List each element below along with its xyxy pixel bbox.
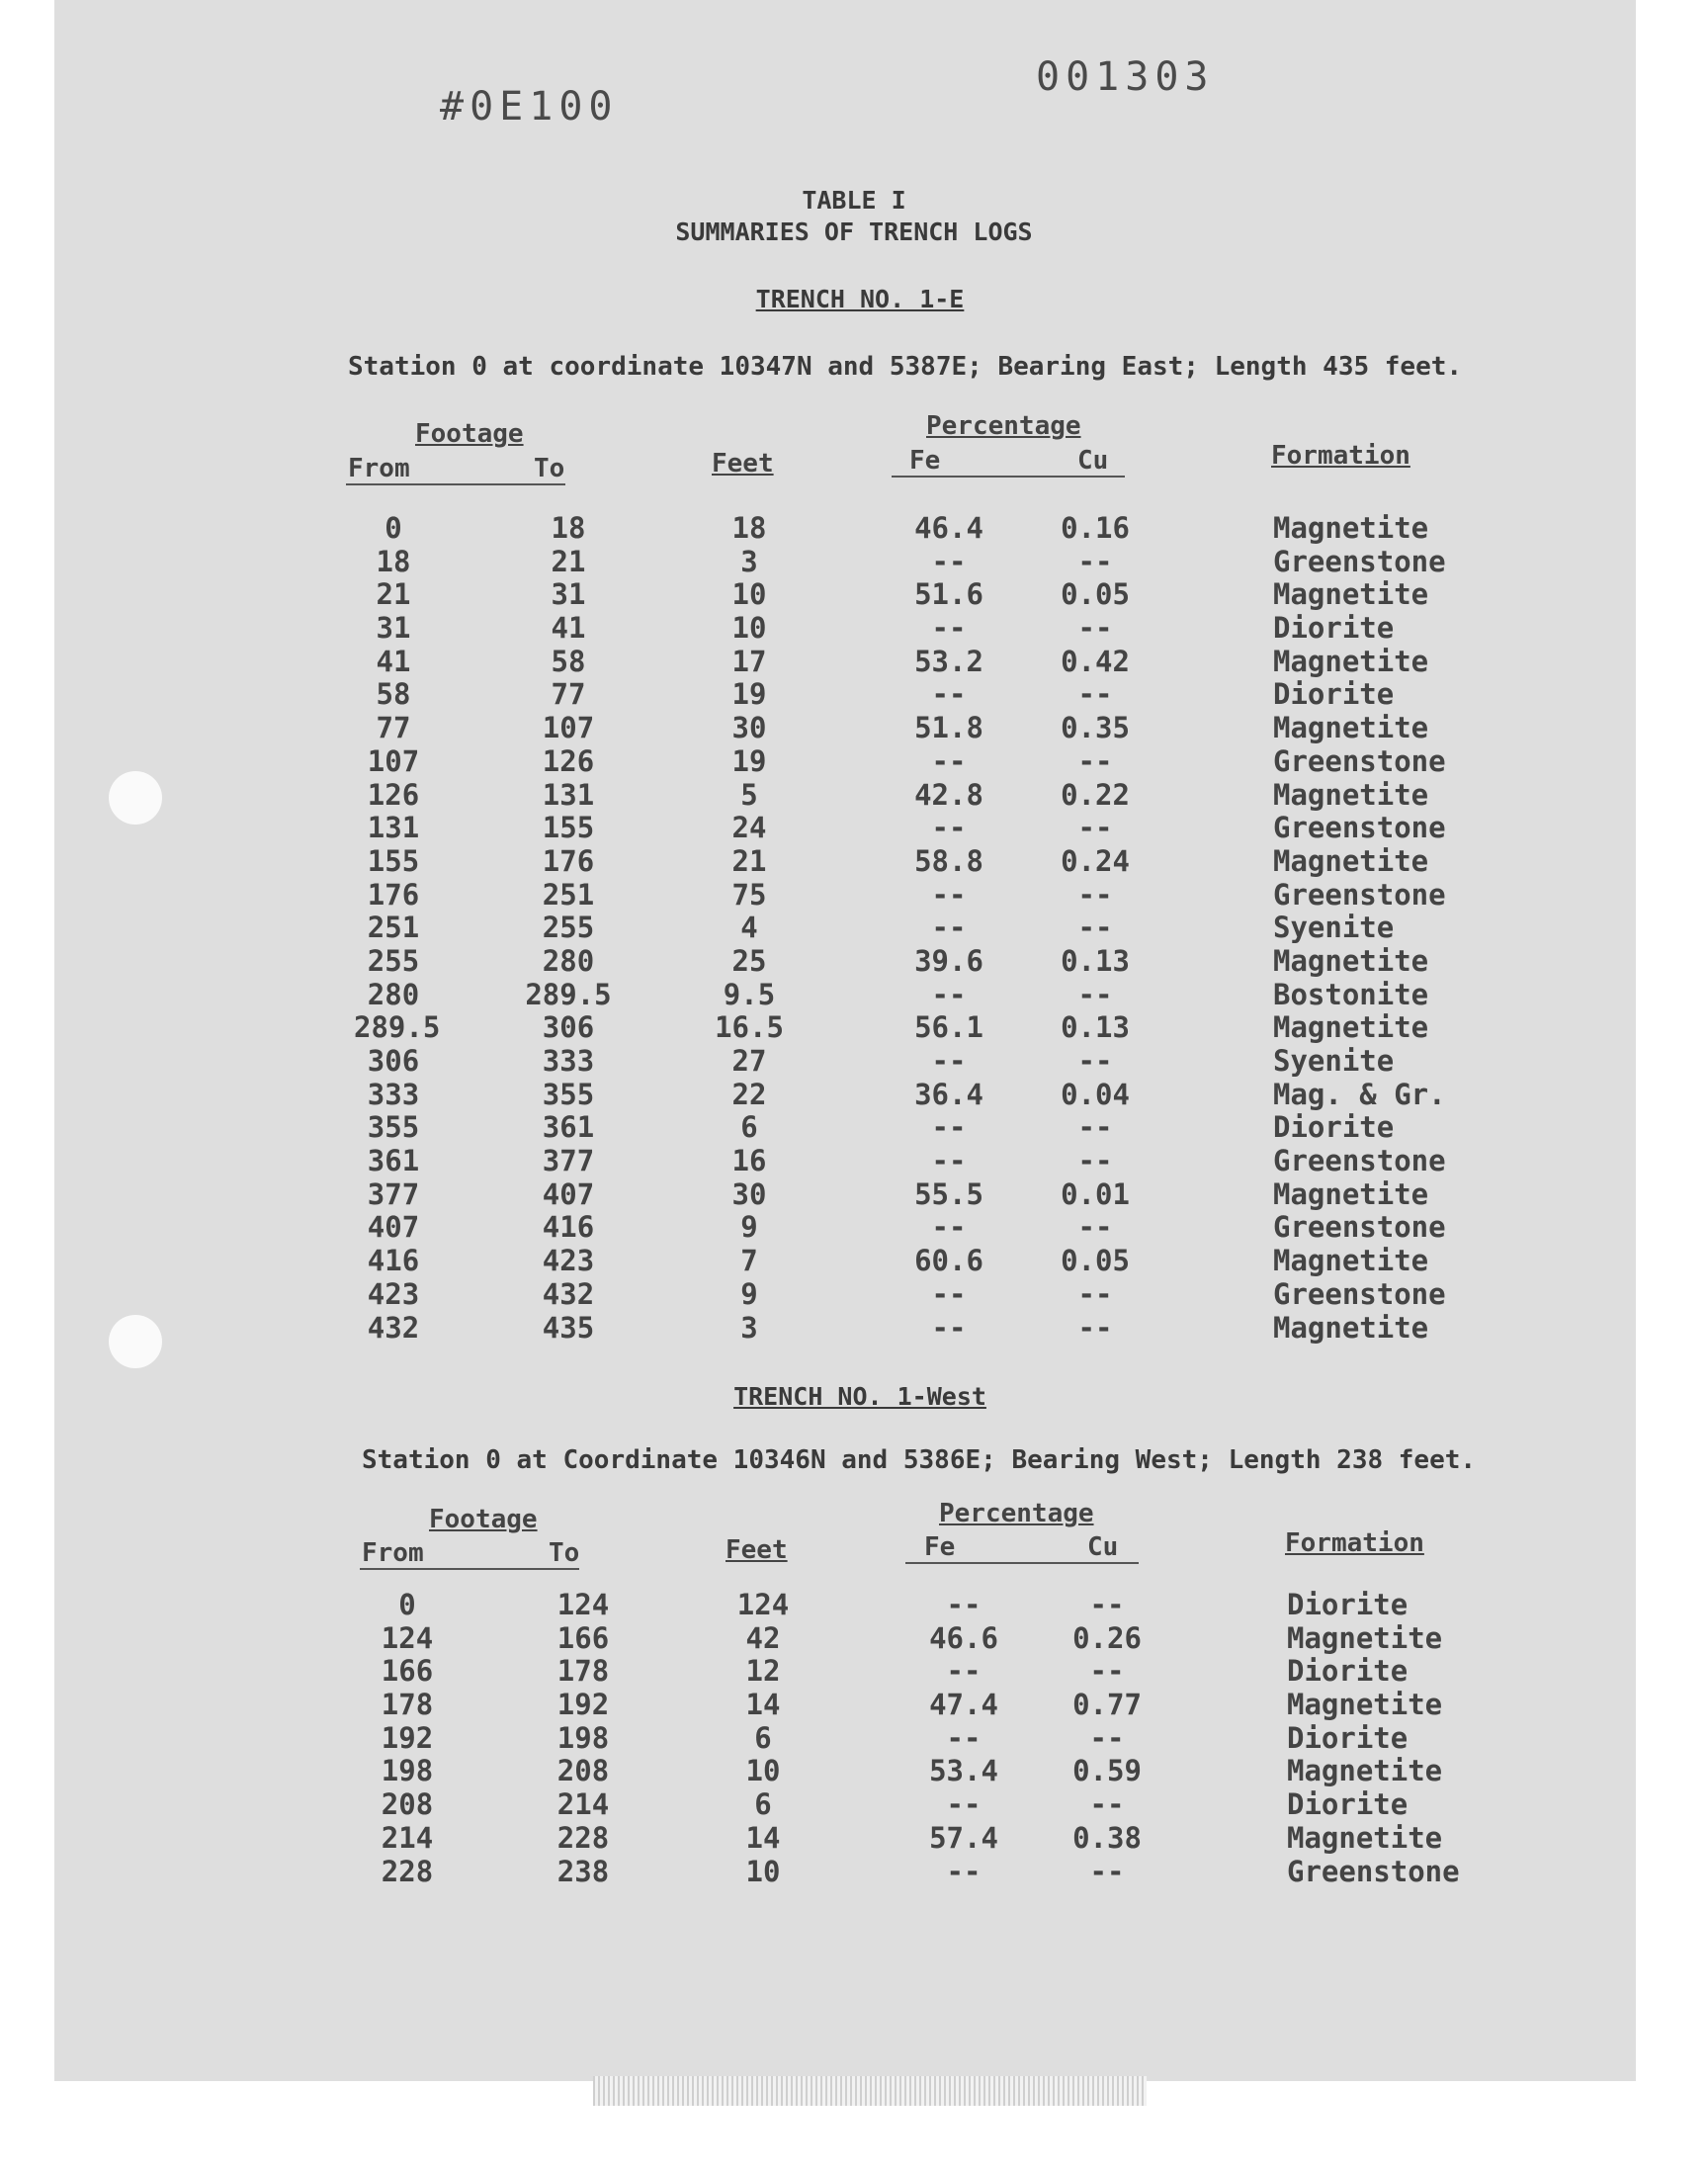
cell-to: 407: [542, 1176, 595, 1211]
cell-to: 306: [542, 1010, 595, 1045]
cu-header: Cu: [1077, 446, 1109, 476]
cell-fe: --: [931, 544, 967, 578]
cell-from: 208: [381, 1787, 434, 1822]
cell-cu: --: [1089, 1654, 1125, 1689]
cell-fe: 36.4: [914, 1077, 983, 1111]
to-header: To: [534, 454, 565, 483]
cell-feet: 16: [731, 1144, 767, 1178]
cell-feet: 12: [745, 1654, 781, 1689]
table-row: [0, 1655, 1708, 1689]
cell-to: 333: [542, 1044, 595, 1078]
table-row: [0, 578, 1708, 612]
cell-to: 289.5: [525, 977, 612, 1011]
table-row: [0, 1111, 1708, 1145]
table-row: [0, 1722, 1708, 1756]
footage-header: Footage: [429, 1505, 538, 1534]
table-row: [0, 678, 1708, 712]
cell-from: 361: [367, 1144, 420, 1178]
cell-feet: 6: [754, 1720, 772, 1755]
document-number-right: 001303: [1036, 54, 1215, 100]
cell-to: 208: [556, 1754, 610, 1788]
cell-formation: Greenstone: [1273, 743, 1446, 778]
footage-rule: [346, 483, 565, 485]
cell-formation: Diorite: [1287, 1787, 1409, 1822]
cell-formation: Diorite: [1287, 1654, 1409, 1689]
table-row: [0, 546, 1708, 579]
cell-to: 58: [551, 644, 586, 678]
cell-from: 198: [381, 1754, 434, 1788]
cell-cu: --: [1077, 877, 1113, 912]
cell-formation: Magnetite: [1273, 777, 1429, 812]
table-row: [0, 1045, 1708, 1079]
cell-fe: --: [931, 1210, 967, 1245]
table-row: [0, 1011, 1708, 1045]
cell-feet: 16.5: [715, 1010, 784, 1045]
cell-feet: 17: [731, 644, 767, 678]
cell-formation: Magnetite: [1273, 1176, 1429, 1211]
table-row: [0, 1755, 1708, 1788]
table-row: [0, 812, 1708, 845]
table-row: [0, 1178, 1708, 1212]
percentage-header: Percentage: [926, 411, 1081, 441]
cell-fe: --: [931, 911, 967, 945]
cell-fe: 39.6: [914, 943, 983, 978]
cell-cu: --: [1077, 677, 1113, 712]
cell-cu: --: [1077, 911, 1113, 945]
cell-cu: --: [1077, 1276, 1113, 1311]
cell-cu: 0.35: [1061, 711, 1130, 745]
cell-fe: 53.2: [914, 644, 983, 678]
cell-fe: --: [946, 1654, 982, 1689]
cell-cu: --: [1077, 1210, 1113, 1245]
cell-cu: 0.04: [1061, 1077, 1130, 1111]
cell-to: 377: [542, 1144, 595, 1178]
table-row: [0, 845, 1708, 879]
cell-to: 192: [556, 1688, 610, 1722]
cell-formation: Diorite: [1273, 1110, 1395, 1145]
cell-feet: 6: [740, 1110, 758, 1145]
cell-fe: --: [946, 1854, 982, 1888]
cell-fe: --: [931, 743, 967, 778]
cell-cu: 0.05: [1061, 1244, 1130, 1278]
percentage-rule: [905, 1562, 1139, 1564]
cell-from: 131: [367, 811, 420, 845]
from-header: From: [348, 454, 410, 483]
feet-header: Feet: [726, 1535, 788, 1565]
fe-header: Fe: [924, 1532, 956, 1562]
cell-formation: Mag. & Gr.: [1273, 1077, 1446, 1111]
cell-to: 124: [556, 1588, 610, 1621]
cell-formation: Magnetite: [1273, 843, 1429, 878]
cell-formation: Magnetite: [1287, 1754, 1443, 1788]
table-row: [0, 1079, 1708, 1112]
cell-to: 432: [542, 1276, 595, 1311]
cell-from: 333: [367, 1077, 420, 1111]
cell-from: 355: [367, 1110, 420, 1145]
cell-from: 289.5: [354, 1010, 441, 1045]
cell-feet: 25: [731, 943, 767, 978]
cell-to: 228: [556, 1820, 610, 1855]
cell-cu: --: [1089, 1854, 1125, 1888]
cell-formation: Magnetite: [1273, 1244, 1429, 1278]
percentage-header: Percentage: [939, 1499, 1094, 1528]
cell-cu: 0.22: [1061, 777, 1130, 812]
cell-fe: 42.8: [914, 777, 983, 812]
cell-cu: --: [1077, 977, 1113, 1011]
percentage-rule: [892, 476, 1125, 478]
cell-to: 361: [542, 1110, 595, 1145]
cell-formation: Greenstone: [1273, 877, 1446, 912]
feet-header: Feet: [712, 449, 774, 478]
table-row: [0, 745, 1708, 779]
cell-from: 228: [381, 1854, 434, 1888]
cell-from: 124: [381, 1620, 434, 1655]
cell-from: 166: [381, 1654, 434, 1689]
cell-fe: --: [931, 1044, 967, 1078]
cell-cu: --: [1089, 1588, 1125, 1621]
cell-feet: 19: [731, 743, 767, 778]
cell-cu: --: [1089, 1787, 1125, 1822]
cell-to: 423: [542, 1244, 595, 1278]
cell-cu: 0.05: [1061, 577, 1130, 612]
cell-to: 107: [542, 711, 595, 745]
cell-cu: 0.24: [1061, 843, 1130, 878]
cell-cu: --: [1089, 1720, 1125, 1755]
cell-formation: Diorite: [1273, 611, 1395, 646]
cell-cu: --: [1077, 1044, 1113, 1078]
cell-fe: 53.4: [929, 1754, 998, 1788]
cell-cu: --: [1077, 544, 1113, 578]
table-row: [0, 1312, 1708, 1346]
cell-fe: --: [931, 977, 967, 1011]
cell-fe: --: [931, 677, 967, 712]
trench-east-station: Station 0 at coordinate 10347N and 5387E; Bearing East; Length 435 feet.: [348, 352, 1463, 382]
cell-feet: 21: [731, 843, 767, 878]
cell-feet: 19: [731, 677, 767, 712]
cell-feet: 22: [731, 1077, 767, 1111]
cell-fe: --: [931, 1144, 967, 1178]
cell-formation: Magnetite: [1273, 711, 1429, 745]
cell-to: 131: [542, 777, 595, 812]
cell-from: 0: [384, 511, 402, 545]
cell-to: 18: [551, 511, 586, 545]
cell-to: 21: [551, 544, 586, 578]
cell-from: 21: [376, 577, 411, 612]
cell-fe: --: [946, 1787, 982, 1822]
trench-west-title: TRENCH NO. 1-West: [733, 1382, 986, 1411]
cell-fe: 57.4: [929, 1820, 998, 1855]
cell-from: 31: [376, 611, 411, 646]
table-row: [0, 612, 1708, 646]
cell-to: 176: [542, 843, 595, 878]
cu-header: Cu: [1087, 1532, 1119, 1562]
cell-feet: 75: [731, 877, 767, 912]
trench-east-table: [0, 512, 1708, 1345]
cell-formation: Diorite: [1273, 677, 1395, 712]
cell-to: 155: [542, 811, 595, 845]
scan-artifact: [593, 2076, 1147, 2106]
table-title: SUMMARIES OF TRENCH LOGS: [675, 218, 1033, 246]
cell-to: 198: [556, 1720, 610, 1755]
cell-fe: 60.6: [914, 1244, 983, 1278]
cell-formation: Magnetite: [1273, 1310, 1429, 1345]
table-number: TABLE I: [802, 186, 906, 215]
cell-to: 178: [556, 1654, 610, 1689]
cell-from: 214: [381, 1820, 434, 1855]
cell-fe: 56.1: [914, 1010, 983, 1045]
cell-cu: 0.42: [1061, 644, 1130, 678]
cell-to: 251: [542, 877, 595, 912]
cell-from: 178: [381, 1688, 434, 1722]
cell-to: 238: [556, 1854, 610, 1888]
cell-to: 77: [551, 677, 586, 712]
cell-from: 77: [376, 711, 411, 745]
cell-fe: --: [931, 1310, 967, 1345]
cell-to: 255: [542, 911, 595, 945]
cell-formation: Magnetite: [1273, 644, 1429, 678]
cell-feet: 30: [731, 1176, 767, 1211]
cell-cu: --: [1077, 743, 1113, 778]
cell-feet: 9: [740, 1276, 758, 1311]
table-row: [0, 1622, 1708, 1656]
cell-fe: --: [931, 1110, 967, 1145]
cell-feet: 10: [731, 577, 767, 612]
cell-cu: 0.13: [1061, 1010, 1130, 1045]
cell-feet: 7: [740, 1244, 758, 1278]
cell-from: 416: [367, 1244, 420, 1278]
trench-west-table: [0, 1589, 1708, 1888]
cell-feet: 42: [745, 1620, 781, 1655]
cell-from: 255: [367, 943, 420, 978]
cell-cu: --: [1077, 1110, 1113, 1145]
cell-to: 214: [556, 1787, 610, 1822]
cell-feet: 3: [740, 544, 758, 578]
cell-formation: Syenite: [1273, 911, 1395, 945]
cell-from: 423: [367, 1276, 420, 1311]
footage-header: Footage: [415, 419, 524, 449]
table-row: [0, 1211, 1708, 1245]
cell-from: 377: [367, 1176, 420, 1211]
table-row: [0, 945, 1708, 979]
cell-formation: Magnetite: [1287, 1688, 1443, 1722]
cell-cu: 0.01: [1061, 1176, 1130, 1211]
cell-to: 280: [542, 943, 595, 978]
cell-fe: --: [931, 611, 967, 646]
cell-feet: 10: [731, 611, 767, 646]
cell-to: 31: [551, 577, 586, 612]
cell-feet: 3: [740, 1310, 758, 1345]
cell-cu: 0.13: [1061, 943, 1130, 978]
table-row: [0, 1145, 1708, 1178]
formation-header: Formation: [1285, 1528, 1424, 1558]
cell-feet: 9.5: [723, 977, 776, 1011]
table-row: [0, 1589, 1708, 1622]
trench-west-station: Station 0 at Coordinate 10346N and 5386E; Bearing West; Length 238 feet.: [362, 1445, 1477, 1475]
cell-formation: Magnetite: [1273, 1010, 1429, 1045]
cell-fe: 47.4: [929, 1688, 998, 1722]
cell-to: 355: [542, 1077, 595, 1111]
cell-from: 251: [367, 911, 420, 945]
cell-feet: 5: [740, 777, 758, 812]
cell-cu: --: [1077, 1144, 1113, 1178]
cell-feet: 24: [731, 811, 767, 845]
cell-fe: 51.6: [914, 577, 983, 612]
cell-from: 41: [376, 644, 411, 678]
cell-formation: Magnetite: [1287, 1620, 1443, 1655]
cell-feet: 30: [731, 711, 767, 745]
formation-header: Formation: [1271, 441, 1410, 471]
cell-formation: Greenstone: [1273, 544, 1446, 578]
cell-feet: 14: [745, 1688, 781, 1722]
cell-fe: --: [931, 811, 967, 845]
cell-feet: 18: [731, 511, 767, 545]
cell-from: 306: [367, 1044, 420, 1078]
cell-cu: --: [1077, 611, 1113, 646]
cell-fe: --: [946, 1588, 982, 1621]
cell-feet: 10: [745, 1854, 781, 1888]
footage-rule: [360, 1568, 579, 1570]
cell-feet: 6: [754, 1787, 772, 1822]
table-row: [0, 1278, 1708, 1312]
cell-formation: Magnetite: [1273, 577, 1429, 612]
cell-cu: 0.38: [1072, 1820, 1142, 1855]
cell-fe: --: [946, 1720, 982, 1755]
cell-fe: 46.6: [929, 1620, 998, 1655]
cell-cu: 0.77: [1072, 1688, 1142, 1722]
table-row: [0, 1822, 1708, 1856]
table-row: [0, 1689, 1708, 1722]
cell-formation: Syenite: [1273, 1044, 1395, 1078]
cell-from: 107: [367, 743, 420, 778]
cell-feet: 4: [740, 911, 758, 945]
cell-cu: 0.59: [1072, 1754, 1142, 1788]
table-row: [0, 779, 1708, 813]
cell-feet: 14: [745, 1820, 781, 1855]
cell-formation: Magnetite: [1287, 1820, 1443, 1855]
cell-formation: Greenstone: [1287, 1854, 1460, 1888]
cell-formation: Magnetite: [1273, 943, 1429, 978]
table-row: [0, 879, 1708, 913]
table-row: [0, 979, 1708, 1012]
cell-formation: Greenstone: [1273, 1144, 1446, 1178]
cell-feet: 27: [731, 1044, 767, 1078]
cell-formation: Greenstone: [1273, 1276, 1446, 1311]
cell-formation: Diorite: [1287, 1720, 1409, 1755]
cell-from: 280: [367, 977, 420, 1011]
cell-formation: Magnetite: [1273, 511, 1429, 545]
cell-fe: --: [931, 1276, 967, 1311]
cell-from: 192: [381, 1720, 434, 1755]
cell-cu: 0.16: [1061, 511, 1130, 545]
cell-fe: --: [931, 877, 967, 912]
cell-feet: 124: [736, 1588, 790, 1621]
cell-formation: Greenstone: [1273, 811, 1446, 845]
cell-fe: 58.8: [914, 843, 983, 878]
cell-to: 416: [542, 1210, 595, 1245]
cell-from: 407: [367, 1210, 420, 1245]
table-row: [0, 1856, 1708, 1889]
cell-from: 58: [376, 677, 411, 712]
cell-from: 126: [367, 777, 420, 812]
trench-east-title: TRENCH NO. 1-E: [755, 285, 965, 313]
cell-fe: 46.4: [914, 511, 983, 545]
from-header: From: [362, 1538, 424, 1568]
cell-formation: Bostonite: [1273, 977, 1429, 1011]
table-row: [0, 512, 1708, 546]
table-row: [0, 1245, 1708, 1278]
cell-to: 41: [551, 611, 586, 646]
to-header: To: [549, 1538, 580, 1568]
cell-formation: Diorite: [1287, 1588, 1409, 1621]
cell-fe: 55.5: [914, 1176, 983, 1211]
cell-from: 432: [367, 1310, 420, 1345]
document-code-left: #0E100: [440, 84, 619, 130]
table-row: [0, 712, 1708, 745]
table-row: [0, 1788, 1708, 1822]
cell-feet: 9: [740, 1210, 758, 1245]
cell-cu: --: [1077, 811, 1113, 845]
cell-cu: --: [1077, 1310, 1113, 1345]
cell-formation: Greenstone: [1273, 1210, 1446, 1245]
cell-feet: 10: [745, 1754, 781, 1788]
cell-from: 155: [367, 843, 420, 878]
cell-to: 126: [542, 743, 595, 778]
cell-to: 166: [556, 1620, 610, 1655]
cell-cu: 0.26: [1072, 1620, 1142, 1655]
cell-from: 18: [376, 544, 411, 578]
fe-header: Fe: [909, 446, 941, 476]
cell-fe: 51.8: [914, 711, 983, 745]
table-row: [0, 646, 1708, 679]
cell-from: 176: [367, 877, 420, 912]
cell-to: 435: [542, 1310, 595, 1345]
cell-from: 0: [398, 1588, 416, 1621]
table-row: [0, 912, 1708, 945]
